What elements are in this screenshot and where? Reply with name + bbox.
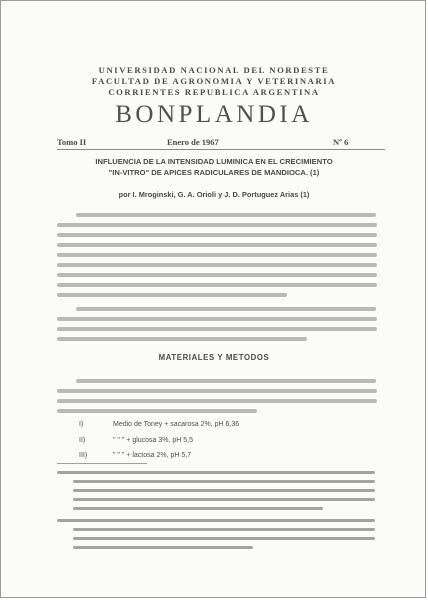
- university-name: UNIVERSIDAD NACIONAL DEL NORDESTE: [98, 65, 330, 75]
- text-line: [73, 507, 323, 510]
- text-line: [57, 409, 257, 413]
- text-line: [73, 546, 253, 549]
- text-line: [57, 263, 377, 267]
- article-title-line-1: INFLUENCIA DE LA INTENSIDAD LUMINICA EN EL CRECIMIENTO: [95, 157, 333, 166]
- header-rule: [57, 149, 385, 150]
- media-item: " " " + lactosa 2%, pH 5,7: [113, 452, 192, 459]
- text-line: [57, 399, 377, 403]
- issue-number: Nº 6: [333, 137, 349, 147]
- text-line: [73, 528, 375, 531]
- text-line: [76, 307, 376, 311]
- footnote-rule: [57, 463, 147, 464]
- media-item: Medio de Toney + sacarosa 2%, pH 6,36: [113, 421, 240, 428]
- text-line: [73, 489, 375, 492]
- text-line: [57, 519, 375, 522]
- text-line: [57, 337, 307, 341]
- text-line: [57, 283, 377, 287]
- volume-label: Tomo II: [57, 137, 87, 147]
- text-line: [57, 223, 377, 227]
- text-line: [57, 317, 377, 321]
- media-item: " " " + glucosa 3%, pH 5,5: [113, 437, 194, 444]
- issue-date: Enero de 1967: [167, 137, 219, 147]
- text-line: [57, 389, 377, 393]
- text-line: [57, 471, 375, 474]
- article-authors: por I. Mroginski, G. A. Orioli y J. D. Portuguez Arias (1): [118, 190, 310, 199]
- text-line: [73, 537, 375, 540]
- faculty-name: FACULTAD DE AGRONOMIA Y VETERINARIA: [91, 76, 337, 86]
- text-line: [73, 480, 375, 483]
- media-number: III): [79, 452, 88, 459]
- text-line: [57, 243, 377, 247]
- text-line: [57, 233, 377, 237]
- text-line: [57, 273, 377, 277]
- text-line: [57, 327, 377, 331]
- text-line: [57, 253, 377, 257]
- text-line: [57, 293, 287, 297]
- text-line: [73, 498, 375, 501]
- location-line: CORRIENTES REPUBLICA ARGENTINA: [108, 87, 320, 97]
- section-heading: MATERIALES Y METODOS: [158, 353, 270, 362]
- media-number: I): [79, 421, 84, 428]
- text-line: [76, 213, 376, 217]
- journal-title: BONPLANDIA: [115, 101, 313, 128]
- article-title-line-2: "IN-VITRO" DE APICES RADICULARES DE MANDIOCA. (1): [108, 168, 320, 177]
- media-number: II): [79, 437, 86, 444]
- text-line: [76, 379, 376, 383]
